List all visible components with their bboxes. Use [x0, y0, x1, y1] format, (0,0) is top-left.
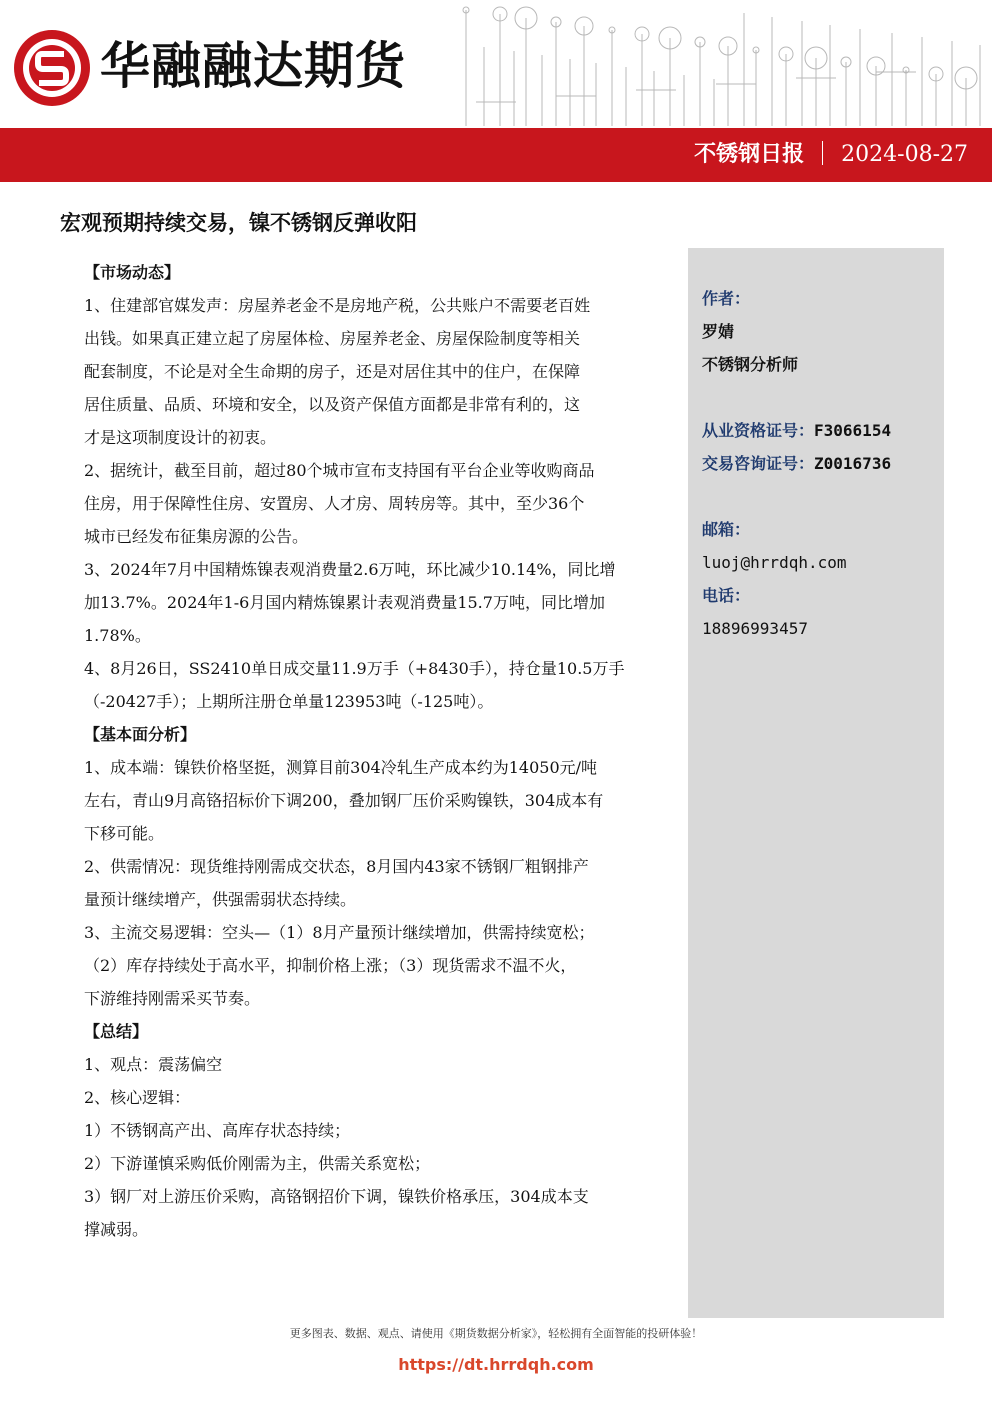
email-value[interactable]: luoj@hrrdqh.com — [702, 553, 847, 572]
paragraph-line: 加13.7%。2024年1-6月国内精炼镍累计表观消费量15.7万吨，同比增加 — [84, 593, 605, 612]
paragraph-line: 量预计继续增产，供强需弱状态持续。 — [84, 890, 357, 909]
footer-note: 更多图表、数据、观点、请使用《期货数据分析家》，轻松拥有全面智能的投研体验！ — [289, 1327, 703, 1340]
paragraph-line: 4、8月26日，SS2410单日成交量11.9万手（+8430手），持仓量10.5万手 — [84, 659, 625, 678]
paragraph-line: 居住质量、品质、环境和安全，以及资产保值方面都是非常有利的，这 — [84, 395, 581, 414]
consult-value: Z0016736 — [814, 454, 892, 473]
paragraph-line: 撑减弱。 — [84, 1220, 149, 1239]
paragraph-line: 1.78%。 — [84, 626, 151, 645]
banner-title — [694, 138, 968, 172]
paragraph-line: 3、主流交易逻辑：空头—（1）8月产量预计继续增加，供需持续宽松； — [84, 923, 595, 942]
paragraph-line: 住房，用于保障性住房、安置房、人才房、周转房等。其中，至少36个 — [84, 494, 585, 513]
phone-value: 18896993457 — [702, 619, 808, 638]
paragraph-line: 左右，青山9月高铬招标价下调200，叠加钢厂压价采购镍铁，304成本有 — [84, 791, 604, 810]
paragraph-line: （-20427手）；上期所注册仓单量123953吨（-125吨）。 — [84, 692, 494, 711]
paragraph-line: 下游维持刚需采买节奏。 — [84, 989, 261, 1008]
section-heading: 【市场动态】 — [84, 263, 181, 282]
author-title: 不锈钢分析师 — [702, 355, 799, 374]
company-logo — [12, 28, 92, 108]
paragraph-line: 2）下游谨慎采购低价刚需为主，供需关系宽松； — [84, 1154, 431, 1173]
paragraph-line: 才是这项制度设计的初衷。 — [84, 428, 277, 447]
paragraph-line: 2、供需情况：现货维持刚需成交状态，8月国内43家不锈钢厂粗钢排产 — [84, 857, 589, 876]
consult-row — [702, 447, 942, 480]
section-heading: 【基本面分析】 — [84, 725, 197, 744]
email-label: 邮箱： — [702, 520, 751, 539]
brand-name: 华融融达期货 — [100, 37, 406, 95]
paragraph-line: 1、住建部官媒发声：房屋养老金不是房地产税，公共账户不需要老百姓 — [84, 296, 591, 315]
report-date: 2024-08-27 — [841, 142, 968, 167]
paragraph-line: 下移可能。 — [84, 824, 165, 843]
paragraph-line: 城市已经发布征集房源的公告。 — [84, 527, 309, 546]
paragraph-line: 2、核心逻辑： — [84, 1088, 191, 1107]
paragraph-line: 3、2024年7月中国精炼镍表观消费量2.6万吨，环比减少10.14%，同比增 — [84, 560, 616, 579]
paragraph-line: 1、观点：震荡偏空 — [84, 1055, 223, 1074]
paragraph-line: 1、成本端：镍铁价格坚挺，测算目前304冷轧生产成本约为14050元/吨 — [84, 758, 598, 777]
consult-label: 交易咨询证号： — [702, 454, 815, 473]
banner-separator — [822, 141, 823, 165]
paragraph-line: 出钱。如果真正建立起了房屋体检、房屋养老金、房屋保险制度等相关 — [84, 329, 581, 348]
author-label: 作者： — [702, 289, 751, 308]
phone-label: 电话： — [702, 586, 751, 605]
footer-url-link[interactable]: https://dt.hrrdqh.com — [398, 1355, 594, 1374]
paragraph-line: 配套制度，不论是对全生命期的房子，还是对居住其中的住户，在保障 — [84, 362, 581, 381]
report-headline: 宏观预期持续交易，镍不锈钢反弹收阳 — [60, 211, 417, 235]
cert-value: F3066154 — [814, 421, 892, 440]
report-type: 不锈钢日报 — [694, 142, 805, 167]
paragraph-line: 3）钢厂对上游压价采购，高铬钢招价下调，镍铁价格承压，304成本支 — [84, 1187, 589, 1206]
author-name: 罗婧 — [702, 322, 735, 341]
decorative-skyline-graphic — [456, 2, 992, 126]
cert-row — [702, 414, 942, 447]
paragraph-line: 1）不锈钢高产出、高库存状态持续； — [84, 1121, 351, 1140]
section-heading: 【总结】 — [84, 1022, 149, 1041]
main-content — [84, 256, 684, 1246]
paragraph-line: 2、据统计，截至目前，超过80个城市宣布支持国有平台企业等收购商品 — [84, 461, 595, 480]
cert-label: 从业资格证号： — [702, 421, 815, 440]
author-info — [702, 282, 942, 645]
paragraph-line: （2）库存持续处于高水平，抑制价格上涨；（3）现货需求不温不火， — [84, 956, 577, 975]
